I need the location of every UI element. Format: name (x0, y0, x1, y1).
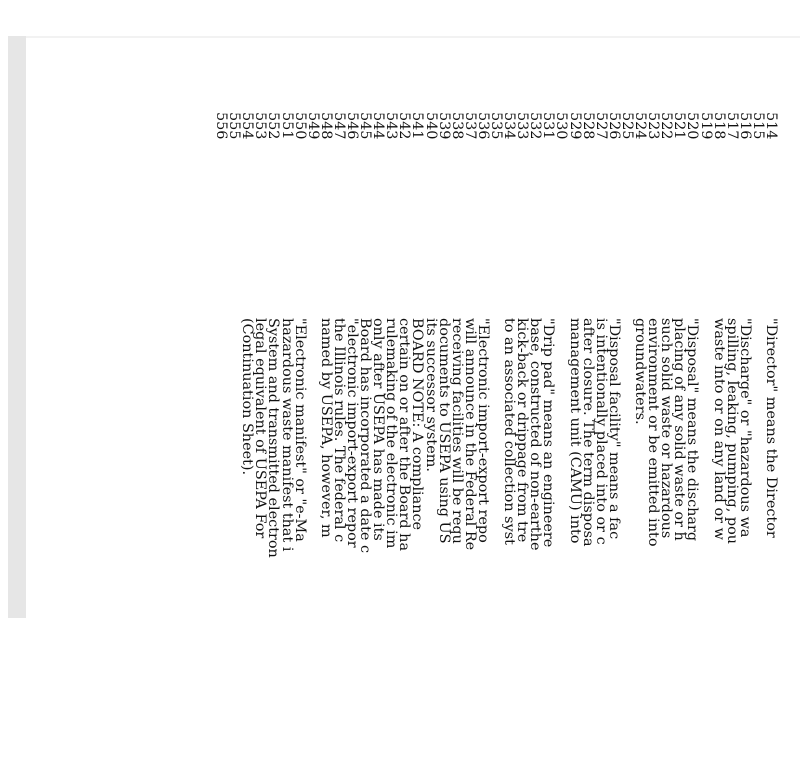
text-line: "Drip pad" means an engineere (540, 318, 557, 548)
line-number: 518 (710, 112, 727, 140)
text-line: named by USEPA, however, m (317, 318, 334, 538)
line-number: 550 (291, 112, 308, 140)
text-line: spilling, leaking, pumping, pou (723, 318, 740, 544)
line-number: 529 (566, 112, 583, 140)
text-line: legal equivalent of USEPA For (252, 318, 269, 539)
text-line: waste into or on any land or w (710, 318, 727, 540)
text-line: "Director" means the Director (763, 318, 779, 538)
text-line: groundwaters. (632, 318, 649, 425)
text-line: (Continuation Sheet). (239, 318, 256, 476)
text-line (554, 318, 567, 778)
line-number: 516 (736, 112, 753, 140)
rotated-page (117, 112, 777, 672)
line-number: 533 (514, 112, 531, 140)
line-number: 535 (488, 112, 505, 140)
line-number: 545 (357, 112, 374, 140)
line-number-column (214, 112, 777, 152)
text-line: rulemaking of the electronic im (383, 318, 400, 549)
text-line: Board has incorporated a date c (357, 318, 374, 554)
line-number: 553 (252, 112, 269, 140)
text-line: kick-back or drippage from tre (514, 318, 531, 543)
line-number: 554 (239, 112, 256, 140)
text-line: placing of any solid waste or h (671, 318, 688, 541)
text-line: "Disposal facility" means a fac (605, 318, 622, 540)
line-number: 532 (527, 112, 544, 140)
line-number: 540 (422, 112, 439, 140)
line-number: 539 (435, 112, 452, 140)
text-line: will announce in the Federal Re (461, 318, 478, 551)
text-line: only after USEPA has made its (370, 318, 387, 541)
line-number: 514 (763, 112, 779, 140)
line-number: 552 (265, 112, 282, 140)
line-number: 524 (632, 112, 649, 140)
line-number: 547 (330, 112, 347, 140)
line-number: 519 (697, 112, 714, 140)
text-line: base, constructed of non-earthe (527, 318, 544, 551)
line-number: 548 (317, 112, 334, 140)
line-number: 526 (605, 112, 622, 140)
text-line: certain on or after the Board ha (396, 318, 413, 552)
line-number: 538 (448, 112, 465, 140)
line-number: 521 (671, 112, 688, 140)
line-number: 537 (461, 112, 478, 140)
text-line: "Electronic import-export repo (474, 318, 491, 543)
text-line: "Disposal" means the discharg (684, 318, 701, 542)
text-line: hazardous waste manifest that i (278, 318, 295, 552)
text-line: is intentionally placed into or c (592, 318, 609, 545)
text-line: BOARD NOTE: A compliance (409, 318, 426, 531)
line-number: 541 (409, 112, 426, 140)
text-line (698, 318, 711, 778)
line-number: 555 (226, 112, 243, 140)
text-line (214, 318, 227, 778)
line-number: 534 (501, 112, 518, 140)
line-number: 549 (304, 112, 321, 140)
line-number: 543 (383, 112, 400, 140)
text-line: after closure. The term disposa (579, 318, 596, 547)
line-number: 528 (579, 112, 596, 140)
scan-edge-shadow (8, 36, 26, 618)
text-line: "electronic import-export repor (344, 318, 360, 548)
line-number: 551 (278, 112, 295, 140)
line-number: 556 (213, 112, 230, 140)
line-number: 527 (592, 112, 609, 140)
scan-top-edge (26, 36, 800, 38)
line-number: 530 (553, 112, 570, 140)
line-number: 536 (474, 112, 491, 140)
text-line: receiving facilities will be requ (448, 318, 465, 544)
document-body (214, 318, 777, 778)
line-number: 525 (618, 112, 635, 140)
line-number: 523 (645, 112, 662, 140)
line-number: 531 (540, 112, 557, 140)
line-number: 517 (723, 112, 740, 140)
line-number: 546 (344, 112, 360, 140)
text-line: System and transmitted electron (265, 318, 282, 558)
line-number: 520 (684, 112, 701, 140)
line-number: 542 (396, 112, 413, 140)
text-line: "Electronic manifest" or "e-Ma (291, 318, 308, 542)
text-line (227, 318, 240, 778)
text-line: documents to USEPA using US (435, 318, 452, 544)
text-line: "Discharge" or "hazardous wa (736, 318, 753, 538)
line-number: 522 (658, 112, 675, 140)
line-number: 515 (749, 112, 766, 140)
text-line: environment or be emitted into (645, 318, 662, 547)
text-line: to an associated collection syst (501, 318, 518, 545)
text-line: such solid waste or hazardous (658, 318, 675, 539)
text-line: management unit (CAMU) into (566, 318, 583, 544)
text-line: its successor system. (422, 318, 439, 472)
line-number: 544 (370, 112, 387, 140)
text-line: the Illinois rules. The federal c (330, 318, 347, 543)
